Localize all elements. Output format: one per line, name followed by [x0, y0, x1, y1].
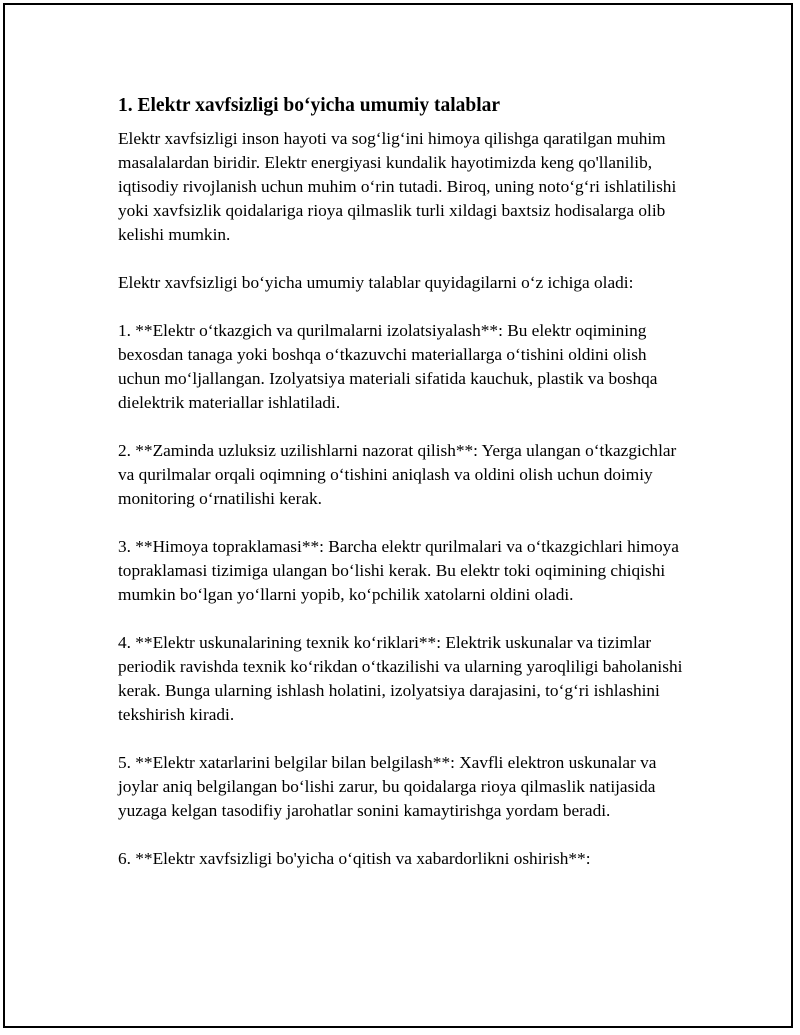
- requirement-item-3: 3. **Himoya topraklamasi**: Barcha elektr qurilmalari va o‘tkazgichlari himoya topraklamasi tizimiga ulangan bo‘lishi kerak. Bu elektr toki oqimining chiqishi mumkin bo‘lgan yo‘llarni yopib, ko‘pchilik xatolarni oldini oladi.: [118, 537, 679, 604]
- requirement-item-4: 4. **Elektr uskunalarining texnik ko‘riklari**: Elektrik uskunalar va tizimlar periodik ravishda texnik ko‘rikdan o‘tkazilishi va ularning yaroqliligi baholanishi kerak. Bunga ularning ishlash holatini, izolyatsiya darajasini, to‘g‘ri ishlashini tekshirish kiradi.: [118, 633, 683, 724]
- requirement-item-6: 6. **Elektr xavfsizligi bo'yicha o‘qitish va xabardorlikni oshirish**:: [118, 849, 591, 868]
- requirements-intro: Elektr xavfsizligi bo‘yicha umumiy talablar quyidagilarni o‘z ichiga oladi:: [118, 273, 634, 292]
- section-heading: 1. Elektr xavfsizligi bo‘yicha umumiy talablar: [118, 95, 501, 116]
- intro-paragraph: Elektr xavfsizligi inson hayoti va sog‘lig‘ini himoya qilishga qaratilgan muhim masalalardan biridir. Elektr energiyasi kundalik hayotimizda keng qo'llanilib, iqtisodiy rivojlanish uchun muhim o‘rin tutadi. Biroq, uning noto‘g‘ri ishlatilishi yoki xavfsizlik qoidalariga rioya qilmaslik turli xildagi baxtsiz hodisalarga olib kelishi mumkin.: [118, 129, 677, 244]
- document-body: [118, 92, 693, 895]
- requirement-item-5: 5. **Elektr xatarlarini belgilar bilan belgilash**: Xavfli elektron uskunalar va joylar aniq belgilangan bo‘lishi zarur, bu qoidalarga rioya qilmaslik natijasida yuzaga kelgan tasodifiy jarohatlar sonini kamaytirishga yordam beradi.: [118, 753, 657, 820]
- requirement-item-2: 2. **Zaminda uzluksiz uzilishlarni nazorat qilish**: Yerga ulangan o‘tkazgichlar va qurilmalar orqali oqimning o‘tishini aniqlash va oldini olish uchun doimiy monitoring o‘rnatilishi kerak.: [118, 441, 677, 508]
- requirement-item-1: 1. **Elektr o‘tkazgich va qurilmalarni izolatsiyalash**: Bu elektr oqimining bexosdan tanaga yoki boshqa o‘tkazuvchi materiallarga o‘tishini oldini olish uchun mo‘ljallangan. Izolyatsiya materiali sifatida kauchuk, plastik va boshqa dielektrik materiallar ishlatiladi.: [118, 321, 658, 412]
